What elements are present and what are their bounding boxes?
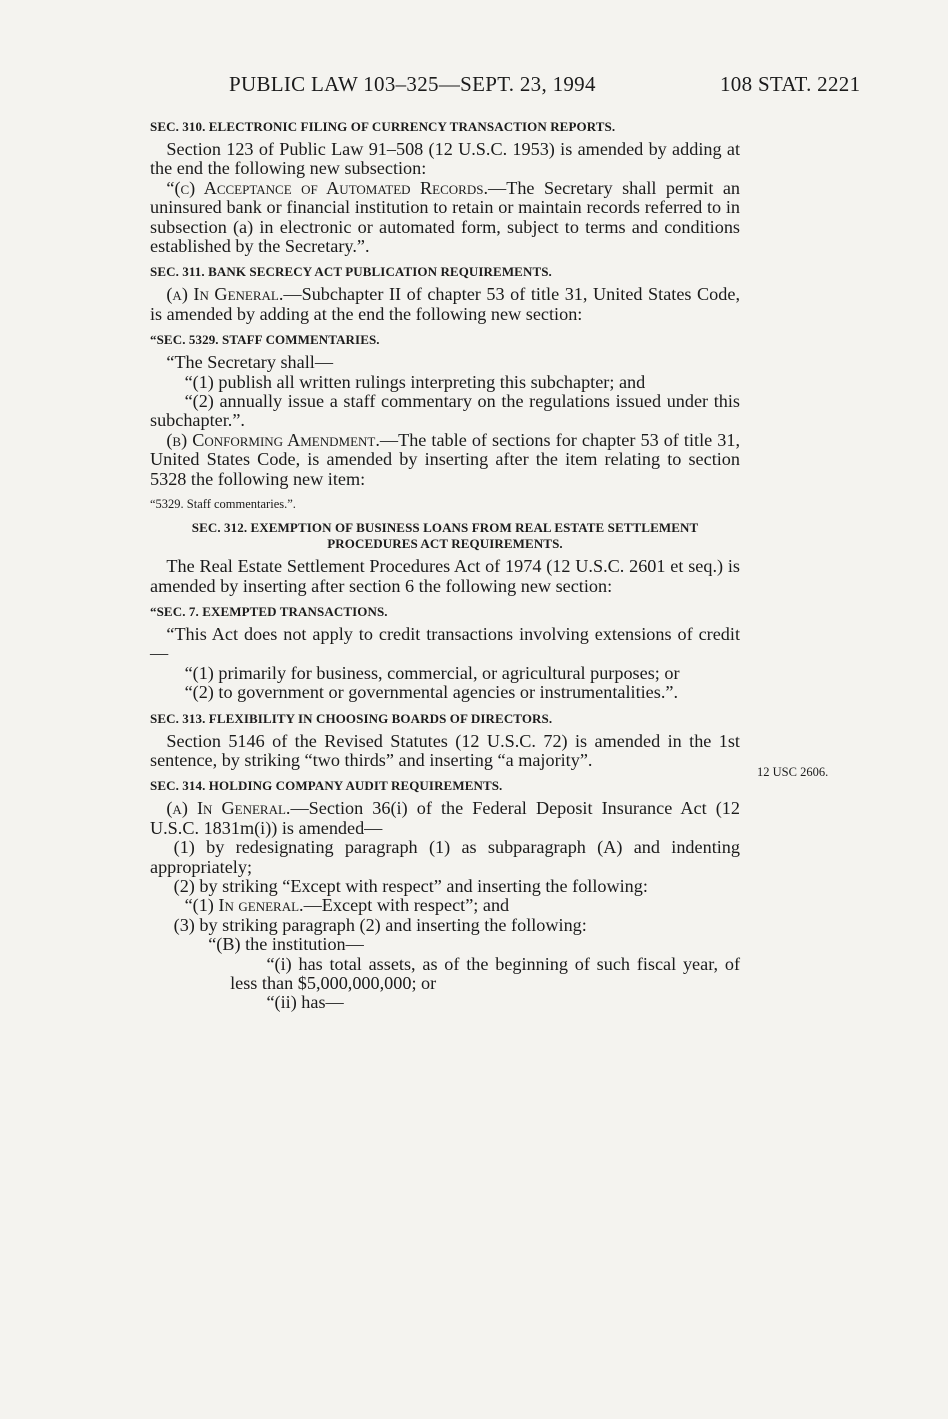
sec310-paragraph-1: Section 123 of Public Law 91–508 (12 U.S.C. 1953) is amended by adding at the end the following new subsection: bbox=[150, 139, 740, 179]
sec7-item-1: “(1) primarily for business, commercial, or agricultural purposes; or bbox=[184, 662, 680, 683]
sec314-subsection-a bbox=[150, 799, 740, 838]
sec314-a-heading: (a) In General. bbox=[166, 798, 291, 819]
sec314-item-1: (1) by redesignating paragraph (1) as subparagraph (A) and indenting appropriately; bbox=[150, 837, 740, 877]
running-head-title: PUBLIC LAW 103–325—SEPT. 23, 1994 bbox=[229, 72, 596, 96]
sec314-quote-heading: “(1) In general. bbox=[184, 895, 304, 916]
sec313-paragraph: Section 5146 of the Revised Statutes (12 U.S.C. 72) is amended in the 1st sentence, by striking “two thirds” and inserting “a majority”. bbox=[150, 730, 740, 770]
section-heading-312: SEC. 312. EXEMPTION OF BUSINESS LOANS FROM REAL ESTATE SETTLEMENT PROCEDURES ACT REQUIREMENTS. bbox=[191, 520, 699, 552]
sec310-subsection-heading: “(c) Acceptance of Automated Records. bbox=[166, 177, 489, 198]
sec314-item-3: (3) by striking paragraph (2) and inserting the following: bbox=[173, 914, 587, 935]
sec311-new-item: “5329. Staff commentaries.”. bbox=[150, 497, 296, 512]
document-body bbox=[150, 119, 740, 1013]
section-heading-314: SEC. 314. HOLDING COMPANY AUDIT REQUIREMENTS. bbox=[150, 778, 503, 794]
sec5329-intro: “The Secretary shall— bbox=[166, 352, 334, 373]
sec5329-item-2: “(2) annually issue a staff commentary on the regulations issued under this subchapter.”. bbox=[150, 391, 740, 431]
sec310-subsection-text: —The Secretary shall permit an uninsured bank or financial institution to retain or maintain records referred to in subsection (a) in electronic or automated form, subject to terms and conditions established by the Secretary.”. bbox=[150, 177, 741, 257]
sec311-b-heading: (b) Conforming Amendment. bbox=[166, 429, 380, 450]
sec311-subsection-b bbox=[150, 431, 740, 489]
sec311-a-text: —Subchapter II of chapter 53 of title 31, United States Code, is amended by adding at the end the following new section: bbox=[150, 284, 740, 324]
section-heading-311: SEC. 311. BANK SECRECY ACT PUBLICATION REQUIREMENTS. bbox=[150, 264, 552, 280]
sec7-paragraph: “This Act does not apply to credit transactions involving extensions of credit— bbox=[150, 623, 740, 664]
section-heading-310: SEC. 310. ELECTRONIC FILING OF CURRENCY TRANSACTION REPORTS. bbox=[150, 119, 616, 134]
section-heading-5329: “SEC. 5329. STAFF COMMENTARIES. bbox=[150, 332, 380, 348]
sec310-paragraph-2 bbox=[150, 179, 740, 257]
sec314-quote-text: —Except with respect”; and bbox=[303, 895, 510, 916]
sec7-item-2: “(2) to government or governmental agencies or instrumentalities.”. bbox=[184, 682, 679, 703]
section-heading-7: “SEC. 7. EXEMPTED TRANSACTIONS. bbox=[150, 603, 388, 619]
sec314-clause-i: “(i) has total assets, as of the beginning of such fiscal year, of less than $5,000,000,000; or bbox=[230, 953, 740, 993]
sec314-a-text: —Section 36(i) of the Federal Deposit Insurance Act (12 U.S.C. 1831m(i)) is amended— bbox=[150, 798, 740, 838]
sec314-quoted-paragraph bbox=[150, 896, 740, 915]
sec5329-item-1: “(1) publish all written rulings interpreting this subchapter; and bbox=[184, 371, 646, 392]
sec311-subsection-a bbox=[150, 285, 740, 324]
sec314-item-2: (2) by striking “Except with respect” and inserting the following: bbox=[173, 875, 648, 896]
sec312-paragraph-1: The Real Estate Settlement Procedures Act of 1974 (12 U.S.C. 2601 et seq.) is amended by inserting after section 6 the following new section: bbox=[150, 556, 740, 596]
sec314-clause-ii: “(ii) has— bbox=[266, 992, 344, 1013]
section-heading-313: SEC. 313. FLEXIBILITY IN CHOOSING BOARDS OF DIRECTORS. bbox=[150, 710, 553, 726]
sec314-b-institution: “(B) the institution— bbox=[208, 934, 364, 955]
running-head-stat-page: 108 STAT. 2221 bbox=[720, 72, 861, 96]
sec311-a-heading: (a) In General. bbox=[166, 284, 284, 305]
margin-note-usc: 12 USC 2606. bbox=[757, 765, 829, 779]
sec311-b-text: —The table of sections for chapter 53 of title 31, United States Code, is amended by inserting after the item relating to section 5328 the following new item: bbox=[150, 429, 740, 489]
